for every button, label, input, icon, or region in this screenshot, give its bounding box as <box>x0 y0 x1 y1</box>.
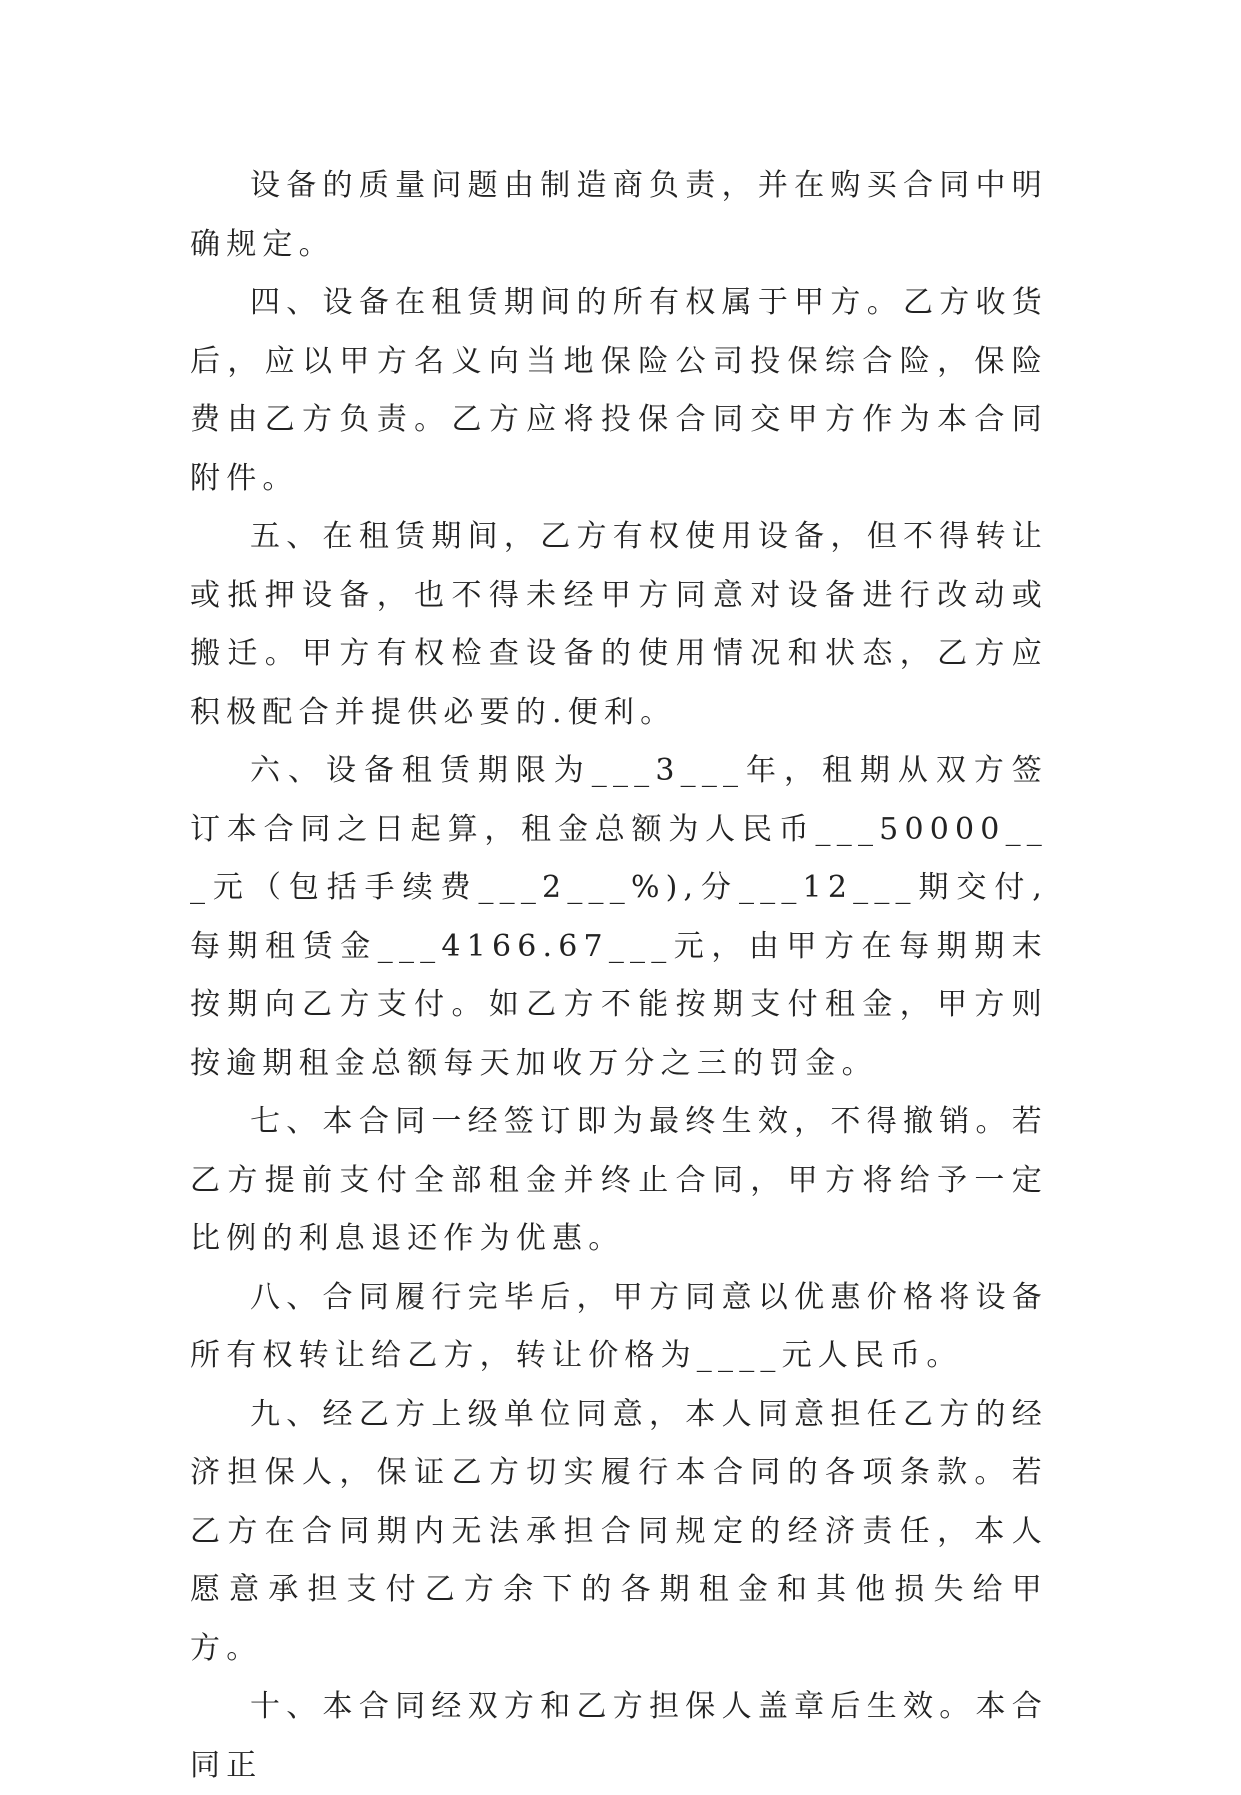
paragraph-clause-9-guarantor: 九、经乙方上级单位同意，本人同意担任乙方的经济担保人，保证乙方切实履行本合同的各项条款。若乙方在合同期内无法承担合同规定的经济责任，本人愿意承担支付乙方余下的各期租金和其他损失给甲方。 <box>190 1396 1048 1666</box>
document-body <box>190 157 1048 1795</box>
paragraph-clause-6-lease-term-rent: 六、设备租赁期限为___3___年，租期从双方签订本合同之日起算，租金总额为人民币___50000___元（包括手续费___2___%),分___12___期交付,每期租赁金___4166.67___元，由甲方在每期期末按期向乙方支付。如乙方不能按期支付租金，甲方则按逾期租金总额每天加收万分之三的罚金。 <box>190 753 1048 1081</box>
paragraph-clause-5-usage-rights: 五、在租赁期间，乙方有权使用设备，但不得转让或抵押设备，也不得未经甲方同意对设备进行改动或搬迁。甲方有权检查设备的使用情况和状态，乙方应积极配合并提供必要的.便利。 <box>190 519 1048 730</box>
paragraph-clause-10-effective-seal: 十、本合同经双方和乙方担保人盖章后生效。本合同正 <box>190 1689 1048 1783</box>
paragraph-clause-7-effectiveness: 七、本合同一经签订即为最终生效，不得撤销。若乙方提前支付全部租金并终止合同，甲方将给予一定比例的利息退还作为优惠。 <box>190 1104 1048 1256</box>
paragraph-clause-4-ownership-insurance: 四、设备在租赁期间的所有权属于甲方。乙方收货后，应以甲方名义向当地保险公司投保综合险，保险费由乙方负责。乙方应将投保合同交甲方作为本合同附件。 <box>190 285 1048 496</box>
paragraph-quality-responsibility: 设备的质量问题由制造商负责，并在购买合同中明确规定。 <box>190 168 1048 262</box>
paragraph-clause-8-ownership-transfer: 八、合同履行完毕后，甲方同意以优惠价格将设备所有权转让给乙方，转让价格为____元人民币。 <box>190 1279 1048 1373</box>
